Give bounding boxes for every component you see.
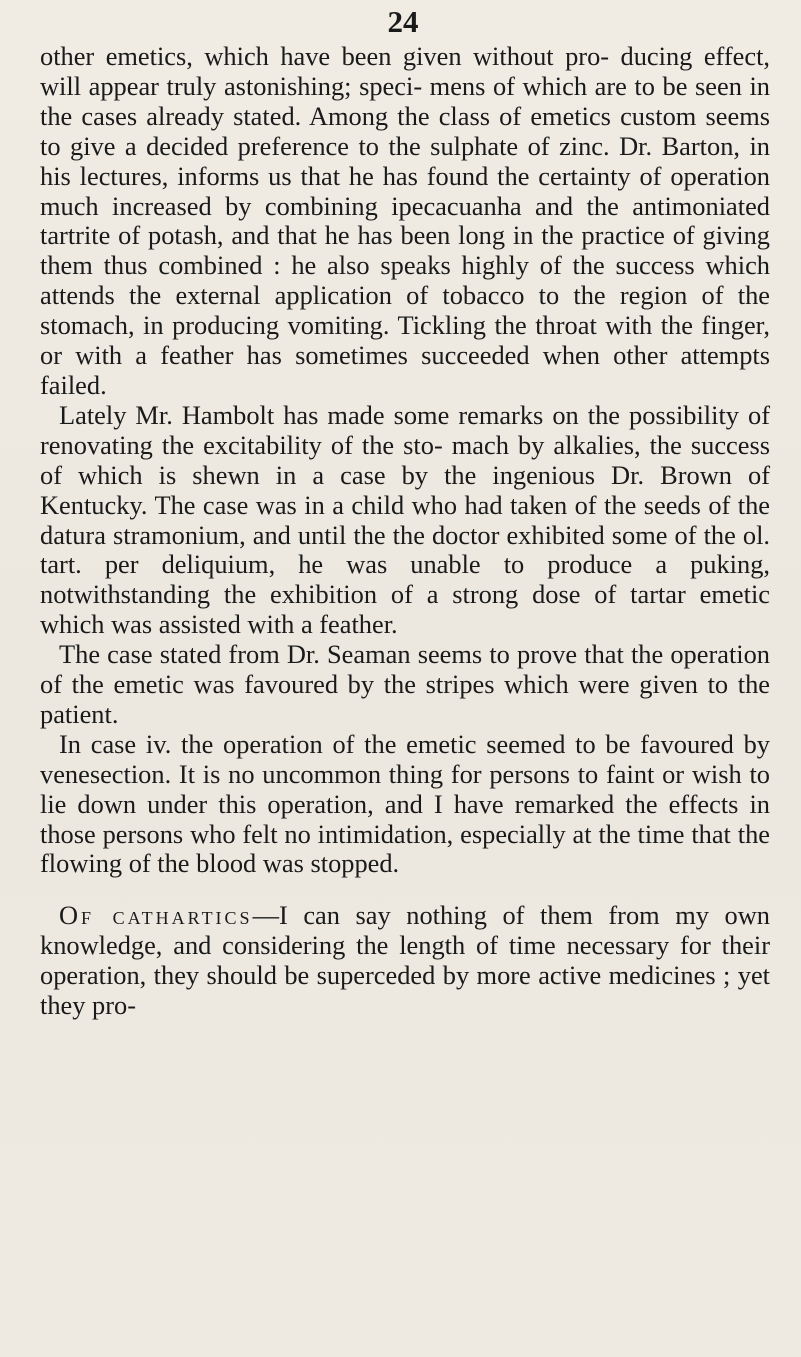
paragraph-seaman: The case stated from Dr. Seaman seems to prove that the operation of the emetic was favoured by the stripes which were given to the patient.: [40, 639, 770, 729]
page-number: 24: [387, 4, 419, 39]
paragraph-cathartics: [40, 901, 770, 1021]
page-body: [40, 42, 770, 1021]
paragraph-hambolt: Lately Mr. Hambolt has made some remarks on the possibility of renovating the excitability of the sto- mach by alkalies, the success of which is shewn in a case by the ingenious Dr. Brown of Kentucky. The case was in a child who had taken of the seeds of the datura stramonium, and until the the doctor exhibited some of the ol. tart. per deliquium, he was unable to produce a puking, notwithstanding the exhibition of a strong dose of tartar emetic which was assisted with a feather.: [40, 399, 770, 640]
cathartics-heading: Of cathartics: [59, 900, 253, 931]
cathartics-text: —I can say nothing of them from my own knowledge, and considering the length of time necessary for their operation, they should be superceded by more active medicines ; yet they pro-: [40, 900, 770, 1021]
paragraph-emetics-continued: other emetics, which have been given without pro- ducing effect, will appear truly astonishing; speci- mens of which are to be seen in the cases already stated. Among the class of emetics custom seems to give a decided preference to the sulphate of zinc. Dr. Barton, in his lectures, informs us that he has found the certainty of operation much increased by combining ipecacuanha and the antimoniated tartrite of potash, and that he has been long in the practice of giving them thus combined : he also speaks highly of the success which attends the external application of tobacco to the region of the stomach, in producing vomiting. Tickling the throat with the finger, or with a feather has sometimes succeeded when other attempts failed.: [40, 41, 770, 400]
section-break: [40, 879, 770, 901]
paragraph-case-iv: In case iv. the operation of the emetic seemed to be favoured by venesection. It is no uncommon thing for persons to faint or wish to lie down under this operation, and I have remarked the effects in those persons who felt no intimidation, especially at the time that the flowing of the blood was stopped.: [40, 728, 770, 879]
